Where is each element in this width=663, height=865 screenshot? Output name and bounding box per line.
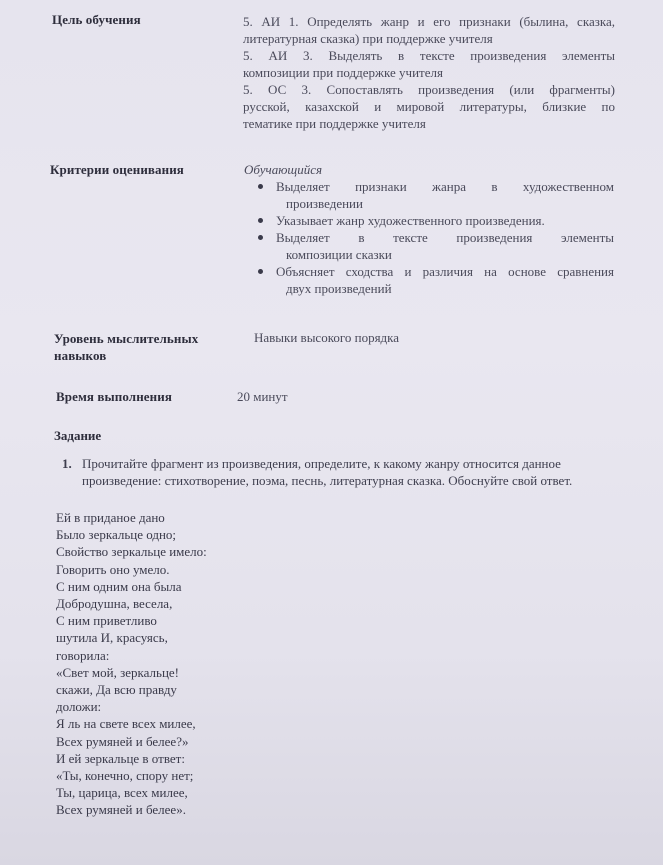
- bullet-icon: [258, 218, 263, 223]
- criteria-item: Объясняет сходства и различия на основе сравнения двух произведений: [244, 263, 614, 297]
- time-label: Время выполнения: [56, 389, 172, 404]
- poem-line: «Ты, конечно, спору нет;: [56, 768, 194, 784]
- poem-line: Добродушна, весела,: [56, 596, 173, 612]
- poem-line: доложи:: [56, 699, 102, 715]
- bullet-icon: [258, 184, 263, 189]
- goal-line: тематике при поддержке учителя: [243, 116, 426, 131]
- poem-line: «Свет мой, зеркальце!: [56, 664, 179, 680]
- goal-line: 5. АИ 3. Выделять в тексте произведения элементы: [243, 48, 615, 63]
- time-value: 20 минут: [237, 389, 288, 404]
- goal-label: Цель обучения: [52, 12, 141, 27]
- poem-line: говорила:: [56, 647, 110, 663]
- question-text: Прочитайте фрагмент из произведения, определите, к какому жанру относится данное произведение: стихотворение, поэма, песнь, литературная сказка. Обоснуйте свой ответ.: [82, 456, 573, 488]
- goal-line: 5. АИ 1. Определять жанр и его признаки (былина, сказка,: [243, 14, 615, 29]
- criteria-subject: Обучающийся: [244, 162, 323, 177]
- goal-value: [243, 13, 615, 132]
- bullet-icon: [258, 269, 263, 274]
- poem-line: Ей в приданое дано: [56, 510, 165, 525]
- thinking-label: Уровень мыслительных навыков: [54, 331, 199, 363]
- criteria-value: [244, 161, 614, 297]
- task-question: [62, 455, 632, 489]
- poem-line: шутила И, красуясь,: [56, 630, 168, 646]
- poem-line: Я ль на свете всех милее,: [56, 716, 196, 732]
- criteria-label: Критерии оценивания: [50, 162, 184, 177]
- poem-line: скажи, Да всю правду: [56, 682, 177, 698]
- poem-line: Всех румяней и белее?»: [56, 733, 189, 749]
- poem-line: И ей зеркальце в ответ:: [56, 750, 185, 766]
- criteria-list: [244, 178, 614, 297]
- criteria-item: Выделяет признаки жанра в художественном произведении: [244, 178, 614, 212]
- poem-line: Всех румяней и белее».: [56, 802, 186, 818]
- goal-line: русской, казахской и мировой литературы, близкие по: [243, 99, 615, 114]
- bullet-icon: [258, 235, 263, 240]
- goal-line: литературная сказка) при поддержке учителя: [243, 31, 493, 46]
- criteria-item: Выделяет в тексте произведения элементы композиции сказки: [244, 229, 614, 263]
- poem-line: Свойство зеркальце имело:: [56, 544, 207, 560]
- goal-line: 5. ОС 3. Сопоставлять произведения (или фрагменты): [243, 82, 615, 97]
- poem-fragment: [56, 509, 207, 819]
- poem-line: С ним приветливо: [56, 613, 157, 629]
- task-label: Задание: [54, 428, 102, 443]
- poem-line: Ты, царица, всех милее,: [56, 785, 188, 801]
- goal-line: композиции при поддержке учителя: [243, 65, 443, 80]
- poem-line: Говорить оно умело.: [56, 561, 170, 577]
- poem-line: С ним одним она была: [56, 578, 182, 594]
- question-number: 1.: [62, 456, 72, 471]
- thinking-value: Навыки высокого порядка: [254, 330, 400, 345]
- criteria-item: Указывает жанр художественного произведения.: [244, 212, 614, 229]
- poem-line: Было зеркальце одно;: [56, 527, 177, 543]
